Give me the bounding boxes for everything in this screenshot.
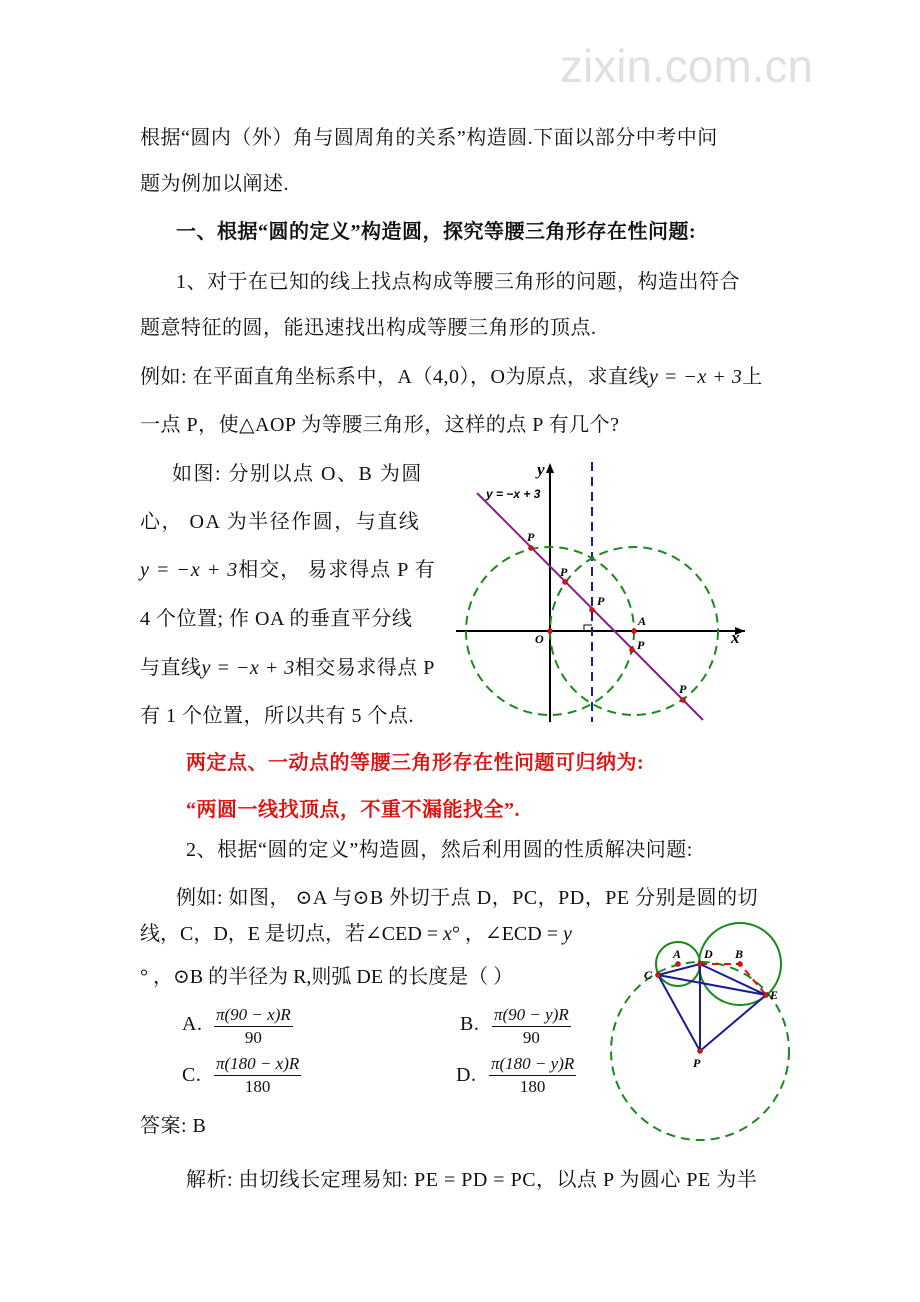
text: 上 xyxy=(742,366,763,388)
math-expression: y = −x + 3 xyxy=(140,559,239,581)
point-p xyxy=(563,580,568,585)
x-axis-label: x xyxy=(731,628,740,647)
paragraph-line: 题意特征的圆，能迅速找出构成等腰三角形的顶点. xyxy=(140,317,597,339)
y-axis-arrow-icon xyxy=(546,463,554,473)
point-p-label: P xyxy=(597,594,605,608)
label-d: D xyxy=(704,947,713,961)
label-e: E xyxy=(770,988,779,1002)
denominator: 180 xyxy=(519,1077,546,1096)
origin-label: O xyxy=(535,632,544,646)
text: 线，C，D，E 是切点，若∠CED = xyxy=(140,923,439,945)
paragraph-line: 心， OA 为半径作圆，与直线 xyxy=(140,511,421,533)
numerator: π(90 − x)R xyxy=(214,1004,293,1027)
option-b-fraction xyxy=(492,1004,571,1049)
label-a: A xyxy=(673,947,682,961)
option-c-label: C. xyxy=(182,1064,202,1086)
math-expression: y = −x + 3 xyxy=(648,366,743,388)
denominator: 90 xyxy=(522,1028,540,1047)
example-line: 例如: 如图， ⊙A 与⊙B 外切于点 D，PC，PD，PE 分别是圆的切 xyxy=(176,887,759,909)
example-line: ° ，⊙B 的半径为 R,则弧 DE 的长度是（ ） xyxy=(140,966,514,988)
paragraph-line: 4 个位置; 作 OA 的垂直平分线 xyxy=(140,608,413,630)
numerator: π(180 − y)R xyxy=(489,1053,576,1076)
text: 相交， 易求得点 P 有 xyxy=(238,559,436,581)
option-b-label: B. xyxy=(460,1013,480,1035)
example-line: 一点 P，使△AOP 为等腰三角形，这样的点 P 有几个? xyxy=(140,414,620,436)
text: 与直线 xyxy=(140,657,202,679)
point-p xyxy=(529,546,534,551)
point-p-label: P xyxy=(637,638,645,652)
paragraph-line: 根据“圆内（外）角与圆周角的关系”构造圆.下面以部分中考中问 xyxy=(140,127,718,149)
summary-line: 两定点、一动点的等腰三角形存在性问题可归纳为: xyxy=(186,752,645,774)
numerator: π(180 − x)R xyxy=(214,1053,301,1076)
paragraph-line: 有 1 个位置，所以共有 5 个点. xyxy=(140,705,414,727)
numerator: π(90 − y)R xyxy=(492,1004,571,1027)
point-p xyxy=(630,648,635,653)
text: 例如: 在平面直角坐标系中，A（4,0），O为原点，求直线 xyxy=(140,366,649,388)
text: 相交易求得点 P xyxy=(294,657,435,679)
point-p xyxy=(681,698,686,703)
option-d-fraction xyxy=(489,1053,576,1098)
paragraph-line: 如图: 分别以点 O、B 为圆 xyxy=(172,463,423,485)
math-y: y xyxy=(562,923,572,945)
section-heading: 一、根据“圆的定义”构造圆，探究等腰三角形存在性问题: xyxy=(176,221,697,243)
denominator: 90 xyxy=(244,1028,262,1047)
option-c-fraction xyxy=(214,1053,301,1098)
option-a-fraction xyxy=(214,1004,293,1049)
point-p-label: P xyxy=(527,530,535,544)
answer-line: 答案: B xyxy=(140,1115,207,1137)
summary-line: “两圆一线找顶点，不重不漏能找全”. xyxy=(186,799,520,821)
y-axis-label: y xyxy=(537,460,545,479)
analysis-line: 解析: 由切线长定理易知: PE = PD = PC，以点 P 为圆心 PE 为半 xyxy=(186,1169,758,1191)
denominator: 180 xyxy=(244,1077,271,1096)
line-y-eq-neg-x-plus-3 xyxy=(477,493,703,720)
math-expression: y = −x + 3 xyxy=(201,657,295,679)
point-p xyxy=(590,608,595,613)
point-p-label: P xyxy=(560,565,568,579)
label-p: P xyxy=(693,1056,701,1070)
point-a xyxy=(632,629,637,634)
paragraph-line: 2、根据“圆的定义”构造圆，然后利用圆的性质解决问题: xyxy=(186,839,693,861)
watermark: zixin.com.cn xyxy=(560,40,814,92)
example-line xyxy=(140,921,572,947)
text: ° ，∠ECD = xyxy=(451,923,558,945)
option-d-label: D. xyxy=(456,1064,477,1086)
point-a-label: A xyxy=(638,614,647,628)
paragraph-line: 1、对于在已知的线上找点构成等腰三角形的问题，构造出符合 xyxy=(176,271,740,293)
point-o xyxy=(548,629,553,634)
option-a-label: A. xyxy=(182,1013,203,1035)
label-b: B xyxy=(735,947,744,961)
point-p-label: P xyxy=(679,682,687,696)
line-label: y = −x + 3 xyxy=(486,487,541,501)
paragraph-line: 题为例加以阐述. xyxy=(140,173,289,195)
math-x: x xyxy=(443,923,452,945)
label-c: C xyxy=(644,968,653,982)
